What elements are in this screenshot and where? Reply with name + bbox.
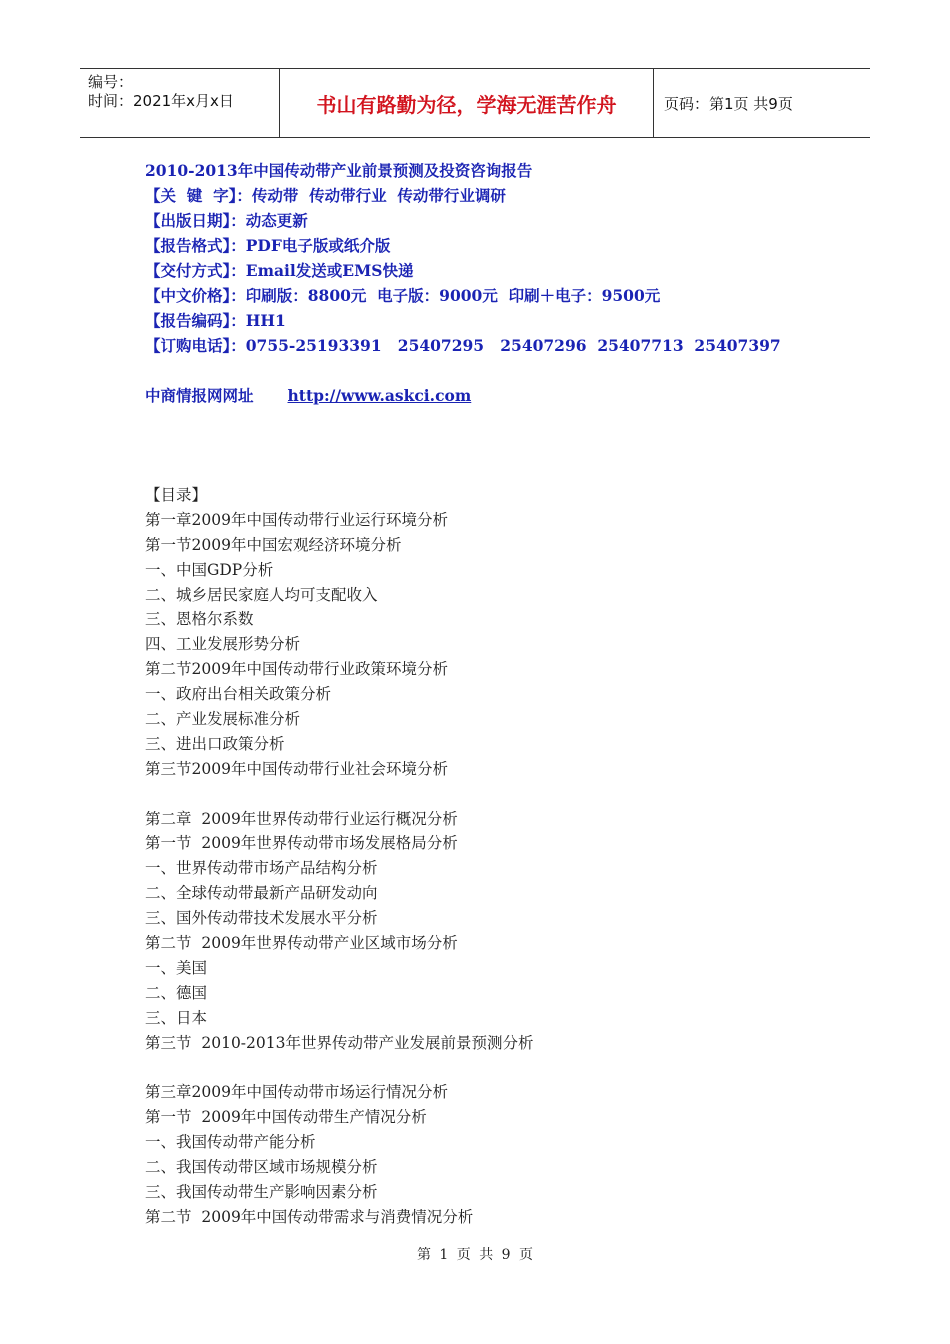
- website-label: 中商情报网网址: [145, 386, 254, 405]
- toc-line: 二、德国: [145, 983, 208, 1002]
- toc-line: 第二节 2009年世界传动带产业区域市场分析: [145, 934, 458, 953]
- toc-line: 第二节2009年中国传动带行业政策环境分析: [145, 660, 448, 679]
- info-format: 【报告格式】：PDF电子版或纸介版: [145, 236, 391, 255]
- toc-line: 四、工业发展形势分析: [145, 635, 301, 654]
- website-line: [145, 383, 471, 408]
- toc-line: 第一节 2009年世界传动带市场发展格局分析: [145, 834, 458, 853]
- info-price: 【中文价格】：印刷版：8800元 电子版：9000元 印刷＋电子：9500元: [145, 286, 661, 305]
- toc-line: 第一节2009年中国宏观经济环境分析: [145, 535, 402, 554]
- info-code: 【报告编码】：HH1: [145, 311, 286, 330]
- toc-line: 一、我国传动带产能分析: [145, 1133, 316, 1152]
- toc-line: 第二章 2009年世界传动带行业运行概况分析: [145, 809, 458, 828]
- toc-line: 第二节 2009年中国传动带需求与消费情况分析: [145, 1207, 474, 1226]
- toc-line: 三、恩格尔系数: [145, 610, 254, 629]
- header-motto: 书山有路勤为径，学海无涯苦作舟: [280, 69, 654, 137]
- report-info: [145, 158, 781, 358]
- toc-line: 一、政府出台相关政策分析: [145, 685, 332, 704]
- toc-spacer: [145, 782, 534, 807]
- toc-spacer: [145, 1055, 534, 1080]
- info-phone: 【订购电话】：0755-25193391 25407295 25407296 25407713 25407397: [145, 336, 781, 355]
- website-link[interactable]: http://www.askci.com: [287, 386, 472, 405]
- info-keywords: 【关 键 字】：传动带 传动带行业 传动带行业调研: [145, 186, 506, 205]
- number-label: 编号：: [88, 73, 134, 91]
- toc-line: 二、城乡居民家庭人均可支配收入: [145, 585, 378, 604]
- toc-line: 一、世界传动带市场产品结构分析: [145, 859, 378, 878]
- header-page-label: 页码：第1页 共9页: [664, 94, 793, 113]
- toc-line: 第一节 2009年中国传动带生产情况分析: [145, 1108, 427, 1127]
- toc-line: 第三章2009年中国传动带市场运行情况分析: [145, 1083, 448, 1102]
- toc-line: 第三节 2010-2013年世界传动带产业发展前景预测分析: [145, 1033, 534, 1052]
- report-title: 2010-2013年中国传动带产业前景预测及投资咨询报告: [145, 161, 533, 180]
- toc-line: 第一章2009年中国传动带行业运行环境分析: [145, 510, 448, 529]
- toc-line: 三、日本: [145, 1008, 208, 1027]
- toc-line: 三、国外传动带技术发展水平分析: [145, 909, 378, 928]
- info-publish-date: 【出版日期】：动态更新: [145, 211, 308, 230]
- table-of-contents: [145, 483, 534, 1230]
- toc-line: 二、我国传动带区域市场规模分析: [145, 1158, 378, 1177]
- header-meta: [80, 69, 280, 137]
- toc-line: 三、我国传动带生产影响因素分析: [145, 1182, 378, 1201]
- toc-line: 二、产业发展标准分析: [145, 710, 301, 729]
- info-delivery: 【交付方式】：Email发送或EMS快递: [145, 261, 414, 280]
- toc-heading: 【目录】: [145, 486, 208, 504]
- toc-line: 一、美国: [145, 958, 208, 977]
- toc-line: 第三节2009年中国传动带行业社会环境分析: [145, 759, 448, 778]
- toc-line: 三、进出口政策分析: [145, 734, 285, 753]
- time-label: 时间：2021年x月x日: [88, 92, 234, 110]
- page-footer: 第 1 页 共 9 页: [416, 1247, 534, 1263]
- toc-line: 二、全球传动带最新产品研发动向: [145, 884, 378, 903]
- page-header: [80, 68, 870, 138]
- toc-line: 一、中国GDP分析: [145, 560, 274, 579]
